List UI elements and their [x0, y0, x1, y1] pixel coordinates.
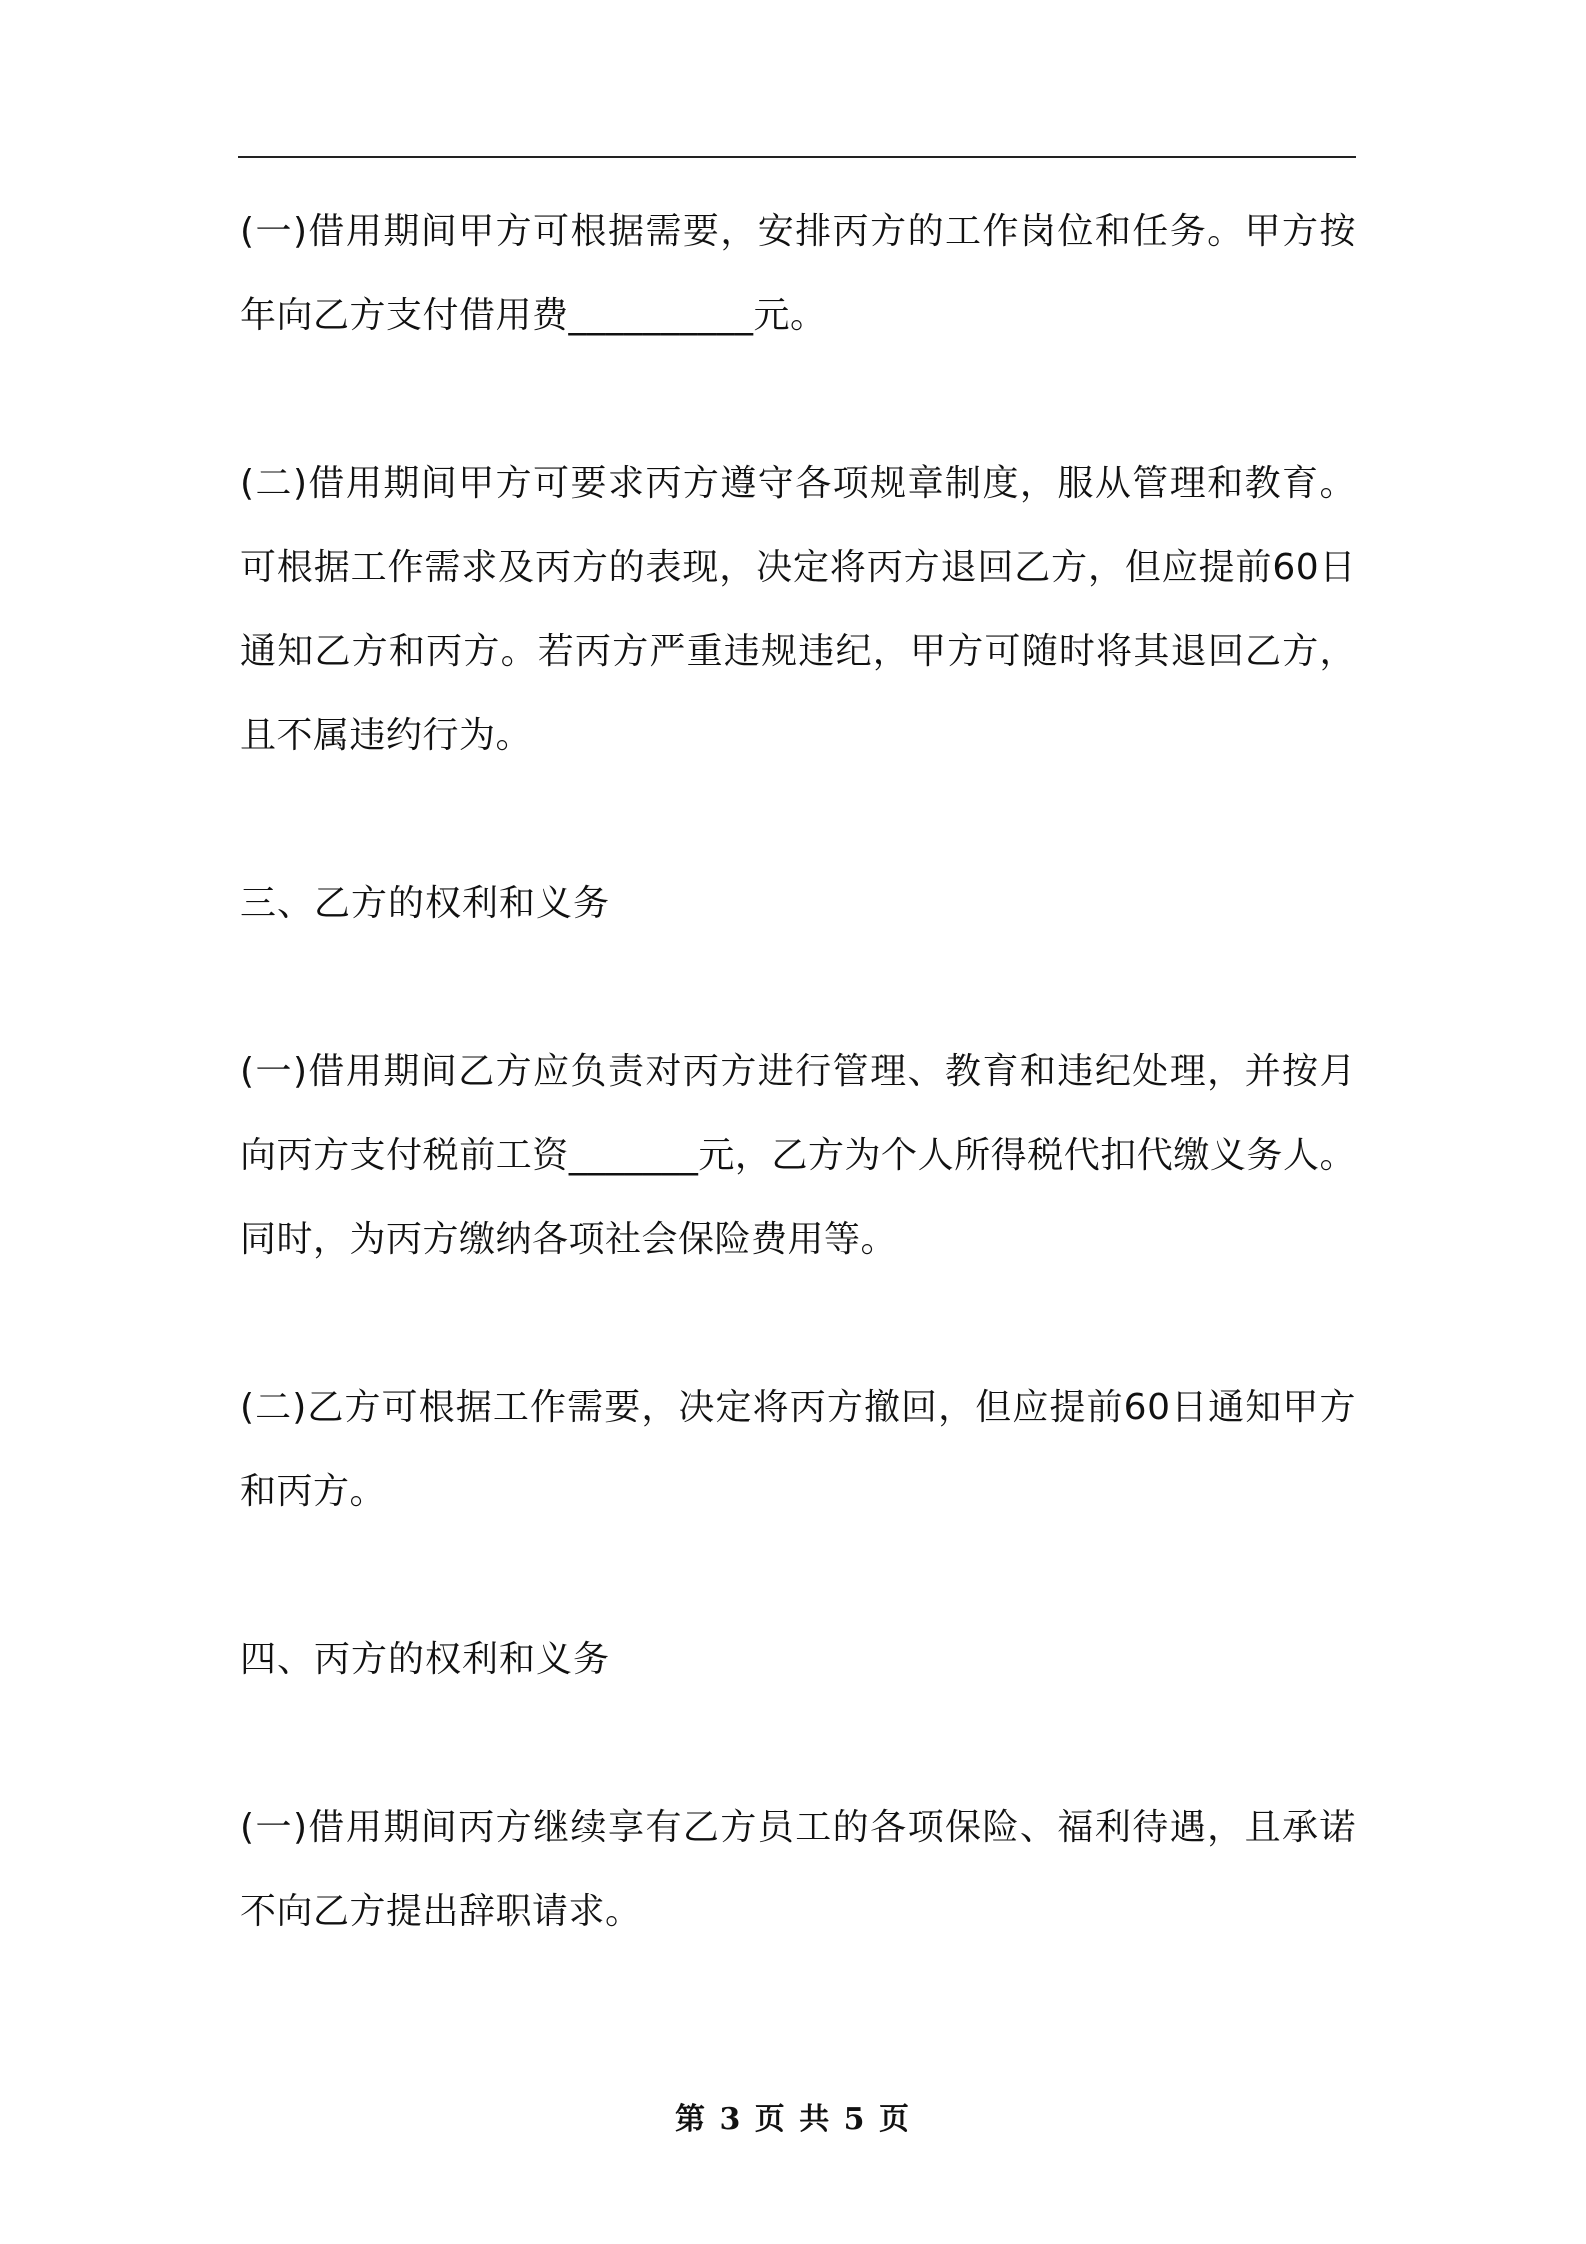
header-rule — [238, 156, 1356, 158]
clause-paragraph: (一)借用期间甲方可根据需要，安排丙方的工作岗位和任务。甲方按年向乙方支付借用费__________元。 — [240, 211, 1356, 336]
section-heading: 三、乙方的权利和义务 — [240, 883, 611, 924]
clause-paragraph: (二)乙方可根据工作需要，决定将丙方撤回，但应提前60日通知甲方和丙方。 — [240, 1387, 1356, 1512]
paragraph-spacer — [240, 1282, 1356, 1366]
clause-paragraph: (二)借用期间甲方可要求丙方遵守各项规章制度，服从管理和教育。可根据工作需求及丙方的表现，决定将丙方退回乙方，但应提前60日通知乙方和丙方。若丙方严重违规违纪，甲方可随时将其退回乙方，且不属违约行为。 — [240, 463, 1356, 756]
page-number-footer: 第 3 页 共 5 页 — [675, 2102, 911, 2137]
clause-paragraph: (一)借用期间丙方继续享有乙方员工的各项保险、福利待遇，且承诺不向乙方提出辞职请求。 — [240, 1807, 1356, 1932]
paragraph-spacer — [240, 1702, 1356, 1786]
paragraph-spacer — [240, 358, 1356, 442]
document-body — [240, 190, 1356, 1954]
paragraph-spacer — [240, 946, 1356, 1030]
paragraph-spacer — [240, 778, 1356, 862]
section-heading: 四、丙方的权利和义务 — [240, 1639, 611, 1680]
paragraph-spacer — [240, 1534, 1356, 1618]
clause-paragraph: (一)借用期间乙方应负责对丙方进行管理、教育和违纪处理，并按月向丙方支付税前工资_______元，乙方为个人所得税代扣代缴义务人。同时，为丙方缴纳各项社会保险费用等。 — [240, 1051, 1356, 1260]
